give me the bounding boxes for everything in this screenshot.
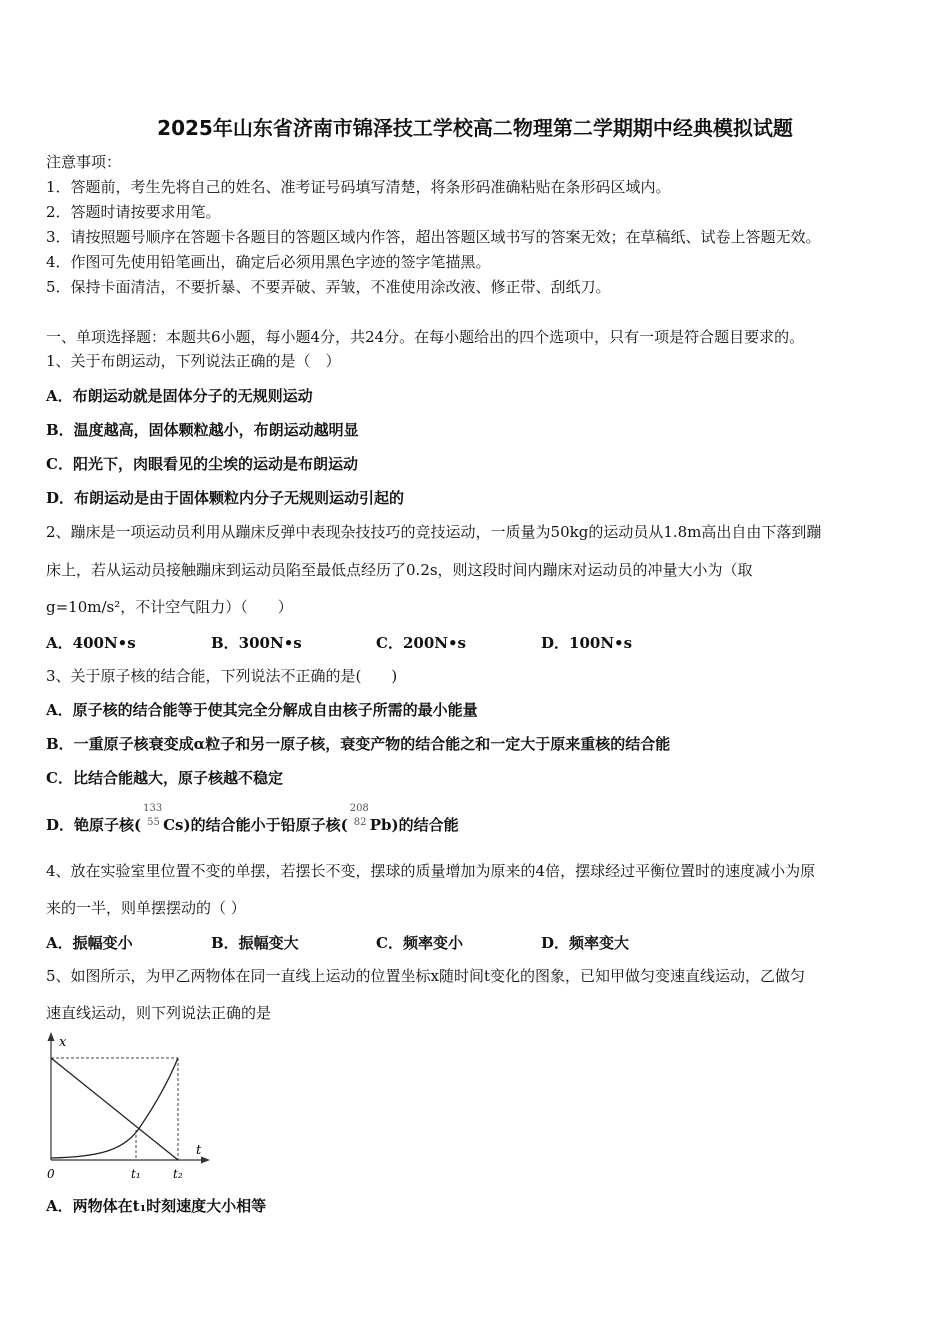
question-3-option-c: C．比结合能越大，原子核越不稳定 [46,769,283,787]
question-3-option-b: B．一重原子核衰变成α粒子和另一原子核，衰变产物的结合能之和一定大于原来重核的结合能 [46,735,671,753]
option-d-suffix: Pb)的结合能 [369,816,459,834]
notice-item: 1．答题前，考生先将自己的姓名、准考证号码填写清楚，将条形码准确粘贴在条形码区域内。 [46,178,671,196]
question-4-stem-line1: 4、放在实验室里位置不变的单摆，若摆长不变，摆球的质量增加为原来的4倍，摆球经过平衡位置时的速度减小为原 [46,862,816,880]
notice-heading: 注意事项： [46,153,122,171]
question-2-option-c: C．200N•s [376,634,466,652]
notice-item: 5．保持卡面清洁，不要折暴、不要弄破、弄皱，不准使用涂改液、修正带、刮纸刀。 [46,278,611,296]
notice-item: 2．答题时请按要求用笔。 [46,203,221,221]
pb-mass-number: 208 [349,803,369,814]
question-2-stem-line3: g=10m/s²，不计空气阻力）（ ） [46,598,293,616]
question-4-option-b: B．振幅变大 [211,934,299,952]
page-title: 2025年山东省济南市锦泽技工学校高二物理第二学期期中经典模拟试题 [157,116,793,140]
x-axis-arrow [48,1032,55,1041]
question-4-option-a: A．振幅变小 [46,934,133,952]
notice-item: 3．请按照题号顺序在答题卡各题目的答题区域内作答，超出答题区域书写的答案无效；在草稿纸、试卷上答题无效。 [46,228,821,246]
question-1-stem: 1、关于布朗运动，下列说法正确的是（ ） [46,352,341,370]
cs-isotope [141,803,163,835]
question-1-option-a: A．布朗运动就是固体分子的无规则运动 [46,387,313,405]
question-2-stem-line2: 床上，若从运动员接触蹦床到运动员陷至最低点经历了0.2s，则这段时间内蹦床对运动员的冲量大小为（取 [46,561,753,579]
t1-label: t₁ [131,1167,141,1181]
question-2-option-d: D．100N•s [541,634,633,652]
question-2-option-a: A．400N•s [46,634,136,652]
question-1-option-c: C．阳光下，肉眼看见的尘埃的运动是布朗运动 [46,455,358,473]
question-1-option-d: D．布朗运动是由于固体颗粒内分子无规则运动引起的 [46,489,405,507]
linear-motion-line [51,1058,178,1160]
question-4-stem-line2: 来的一半，则单摆摆动的（ ） [46,899,246,917]
section-heading: 一、单项选择题：本题共6小题，每小题4分，共24分。在每小题给出的四个选项中，只有一项是符合题目要求的。 [46,328,805,346]
cs-mass-number: 133 [143,803,163,814]
pb-isotope [348,803,370,835]
notice-item: 4．作图可先使用铅笔画出，确定后必须用黑色字迹的签字笔描黑。 [46,253,491,271]
question-4-option-c: C．频率变小 [376,934,463,952]
question-1-option-b: B．温度越高，固体颗粒越小，布朗运动越明显 [46,421,359,439]
question-2-options [46,632,906,652]
question-3-option-d [46,803,459,835]
question-4-option-d: D．频率变大 [541,934,630,952]
option-d-middle: Cs)的结合能小于铅原子核( [163,816,348,834]
option-d-prefix: D．铯原子核( [46,816,142,834]
x-axis-label: x [59,1035,67,1050]
t-axis-arrow [201,1157,210,1164]
question-4-options [46,932,906,952]
t2-label: t₂ [173,1167,183,1181]
question-3-stem: 3、关于原子核的结合能，下列说法不正确的是( ) [46,667,398,685]
question-3-option-a: A．原子核的结合能等于使其完全分解成自由核子所需的最小能量 [46,701,478,719]
origin-label: 0 [47,1167,55,1181]
question-5-stem-line1: 5、如图所示，为甲乙两物体在同一直线上运动的位置坐标x随时间t变化的图象，已知甲做匀变速直线运动，乙做匀 [46,967,806,985]
question-2-option-b: B．300N•s [211,634,302,652]
t-axis-label: t [196,1143,202,1158]
cs-atomic-number: 55 [147,817,160,828]
position-time-graph [30,1030,220,1190]
question-2-stem-line1: 2、蹦床是一项运动员利用从蹦床反弹中表现杂技技巧的竞技运动，一质量为50kg的运动员从1.8m高出自由下落到蹦 [46,523,822,541]
pb-atomic-number: 82 [353,817,367,828]
question-5-stem-line2: 速直线运动，则下列说法正确的是 [46,1004,272,1022]
question-5-option-a: A．两物体在t₁时刻速度大小相等 [46,1197,267,1215]
